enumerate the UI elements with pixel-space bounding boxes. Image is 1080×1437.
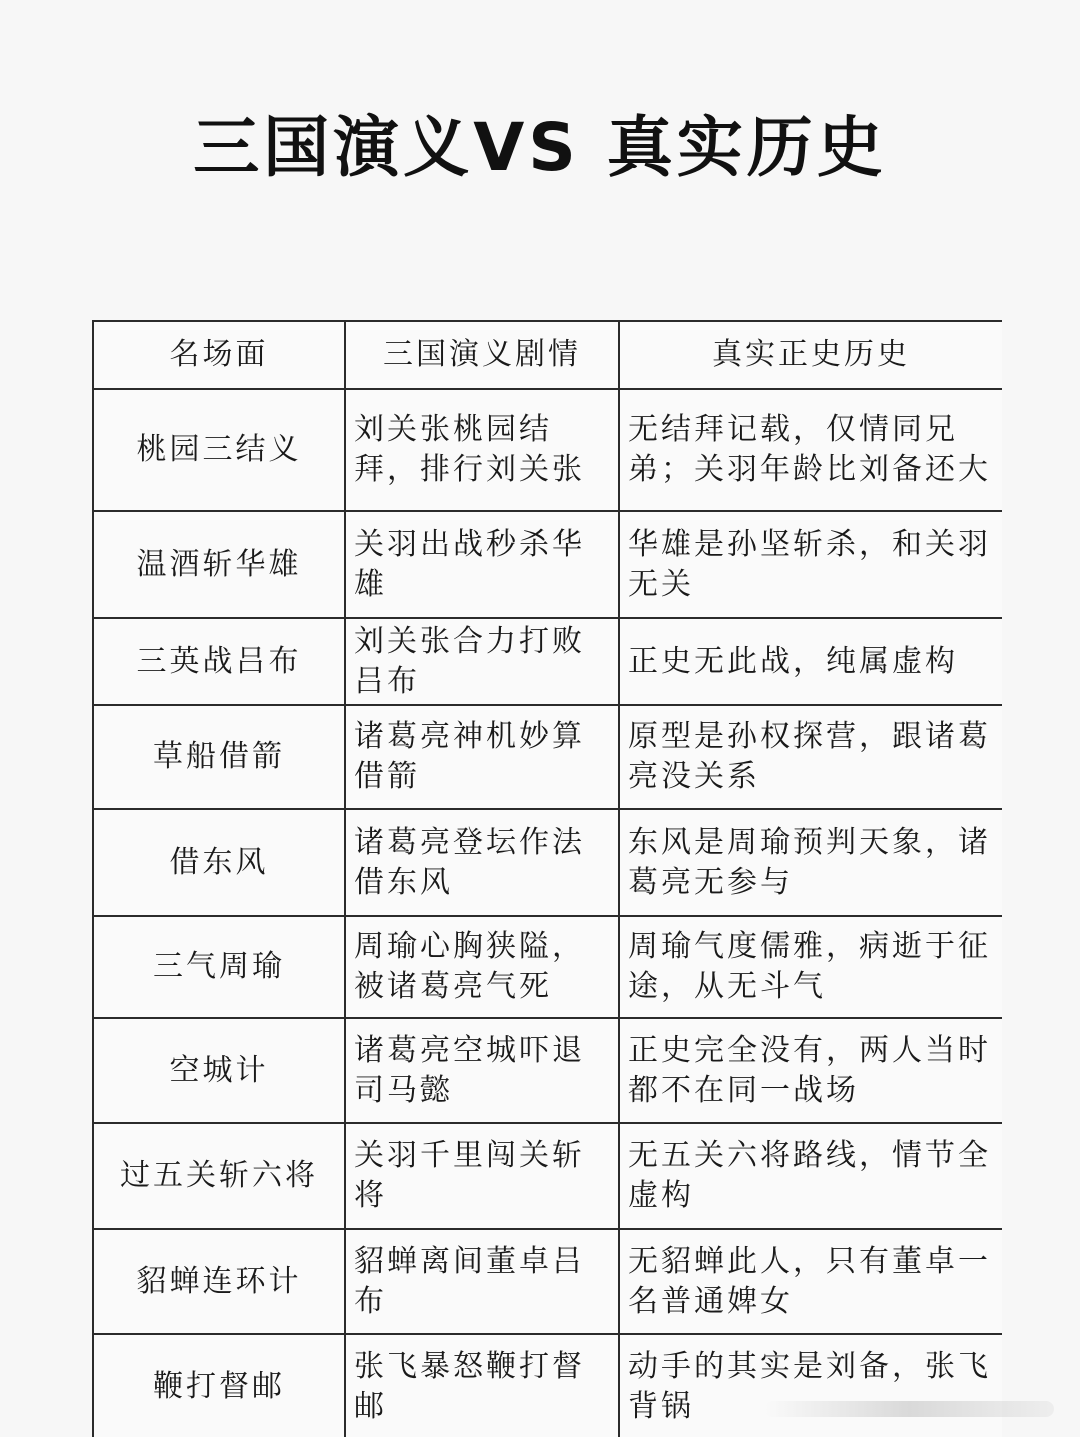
novel-plot: 刘关张合力打败吕布 <box>345 618 619 705</box>
real-history: 正史完全没有，两人当时都不在同一战场 <box>619 1018 1002 1123</box>
table-row <box>93 618 1002 705</box>
real-history: 正史无此战，纯属虚构 <box>619 618 1002 705</box>
table-row <box>93 1123 1002 1229</box>
table-row <box>93 511 1002 618</box>
novel-plot: 诸葛亮登坛作法借东风 <box>345 809 619 916</box>
table-row <box>93 916 1002 1018</box>
scene-name: 借东风 <box>93 809 345 916</box>
comparison-table-container <box>92 320 1002 1437</box>
scene-name: 温酒斩华雄 <box>93 511 345 618</box>
scene-name: 三英战吕布 <box>93 618 345 705</box>
real-history: 无五关六将路线，情节全虚构 <box>619 1123 1002 1229</box>
novel-plot: 关羽千里闯关斩将 <box>345 1123 619 1229</box>
comparison-table <box>92 320 1002 1437</box>
scene-name: 空城计 <box>93 1018 345 1123</box>
scene-name: 三气周瑜 <box>93 916 345 1018</box>
watermark-blur <box>764 1401 1054 1417</box>
novel-plot: 诸葛亮空城吓退司马懿 <box>345 1018 619 1123</box>
table-header-row <box>93 321 1002 389</box>
table-row <box>93 705 1002 809</box>
header-novel-plot: 三国演义剧情 <box>345 321 619 389</box>
real-history: 无貂蝉此人，只有董卓一名普通婢女 <box>619 1229 1002 1334</box>
novel-plot: 关羽出战秒杀华雄 <box>345 511 619 618</box>
novel-plot: 貂蝉离间董卓吕布 <box>345 1229 619 1334</box>
real-history: 东风是周瑜预判天象，诸葛亮无参与 <box>619 809 1002 916</box>
real-history: 原型是孙权探营，跟诸葛亮没关系 <box>619 705 1002 809</box>
scene-name: 过五关斩六将 <box>93 1123 345 1229</box>
header-scene: 名场面 <box>93 321 345 389</box>
real-history: 动手的其实是刘备，张飞背锅 <box>619 1334 1002 1437</box>
table-row <box>93 389 1002 511</box>
table-row <box>93 809 1002 916</box>
scene-name: 鞭打督邮 <box>93 1334 345 1437</box>
page-title: 三国演义VS 真实历史 <box>193 109 887 186</box>
novel-plot: 周瑜心胸狭隘，被诸葛亮气死 <box>345 916 619 1018</box>
novel-plot: 诸葛亮神机妙算借箭 <box>345 705 619 809</box>
table-row <box>93 1334 1002 1437</box>
scene-name: 貂蝉连环计 <box>93 1229 345 1334</box>
scene-name: 桃园三结义 <box>93 389 345 511</box>
real-history: 无结拜记载，仅情同兄弟；关羽年龄比刘备还大 <box>619 389 1002 511</box>
table-row <box>93 1018 1002 1123</box>
novel-plot: 张飞暴怒鞭打督邮 <box>345 1334 619 1437</box>
table-row <box>93 1229 1002 1334</box>
real-history: 华雄是孙坚斩杀，和关羽无关 <box>619 511 1002 618</box>
scene-name: 草船借箭 <box>93 705 345 809</box>
header-real-history: 真实正史历史 <box>619 321 1002 389</box>
novel-plot: 刘关张桃园结拜，排行刘关张 <box>345 389 619 511</box>
real-history: 周瑜气度儒雅，病逝于征途，从无斗气 <box>619 916 1002 1018</box>
